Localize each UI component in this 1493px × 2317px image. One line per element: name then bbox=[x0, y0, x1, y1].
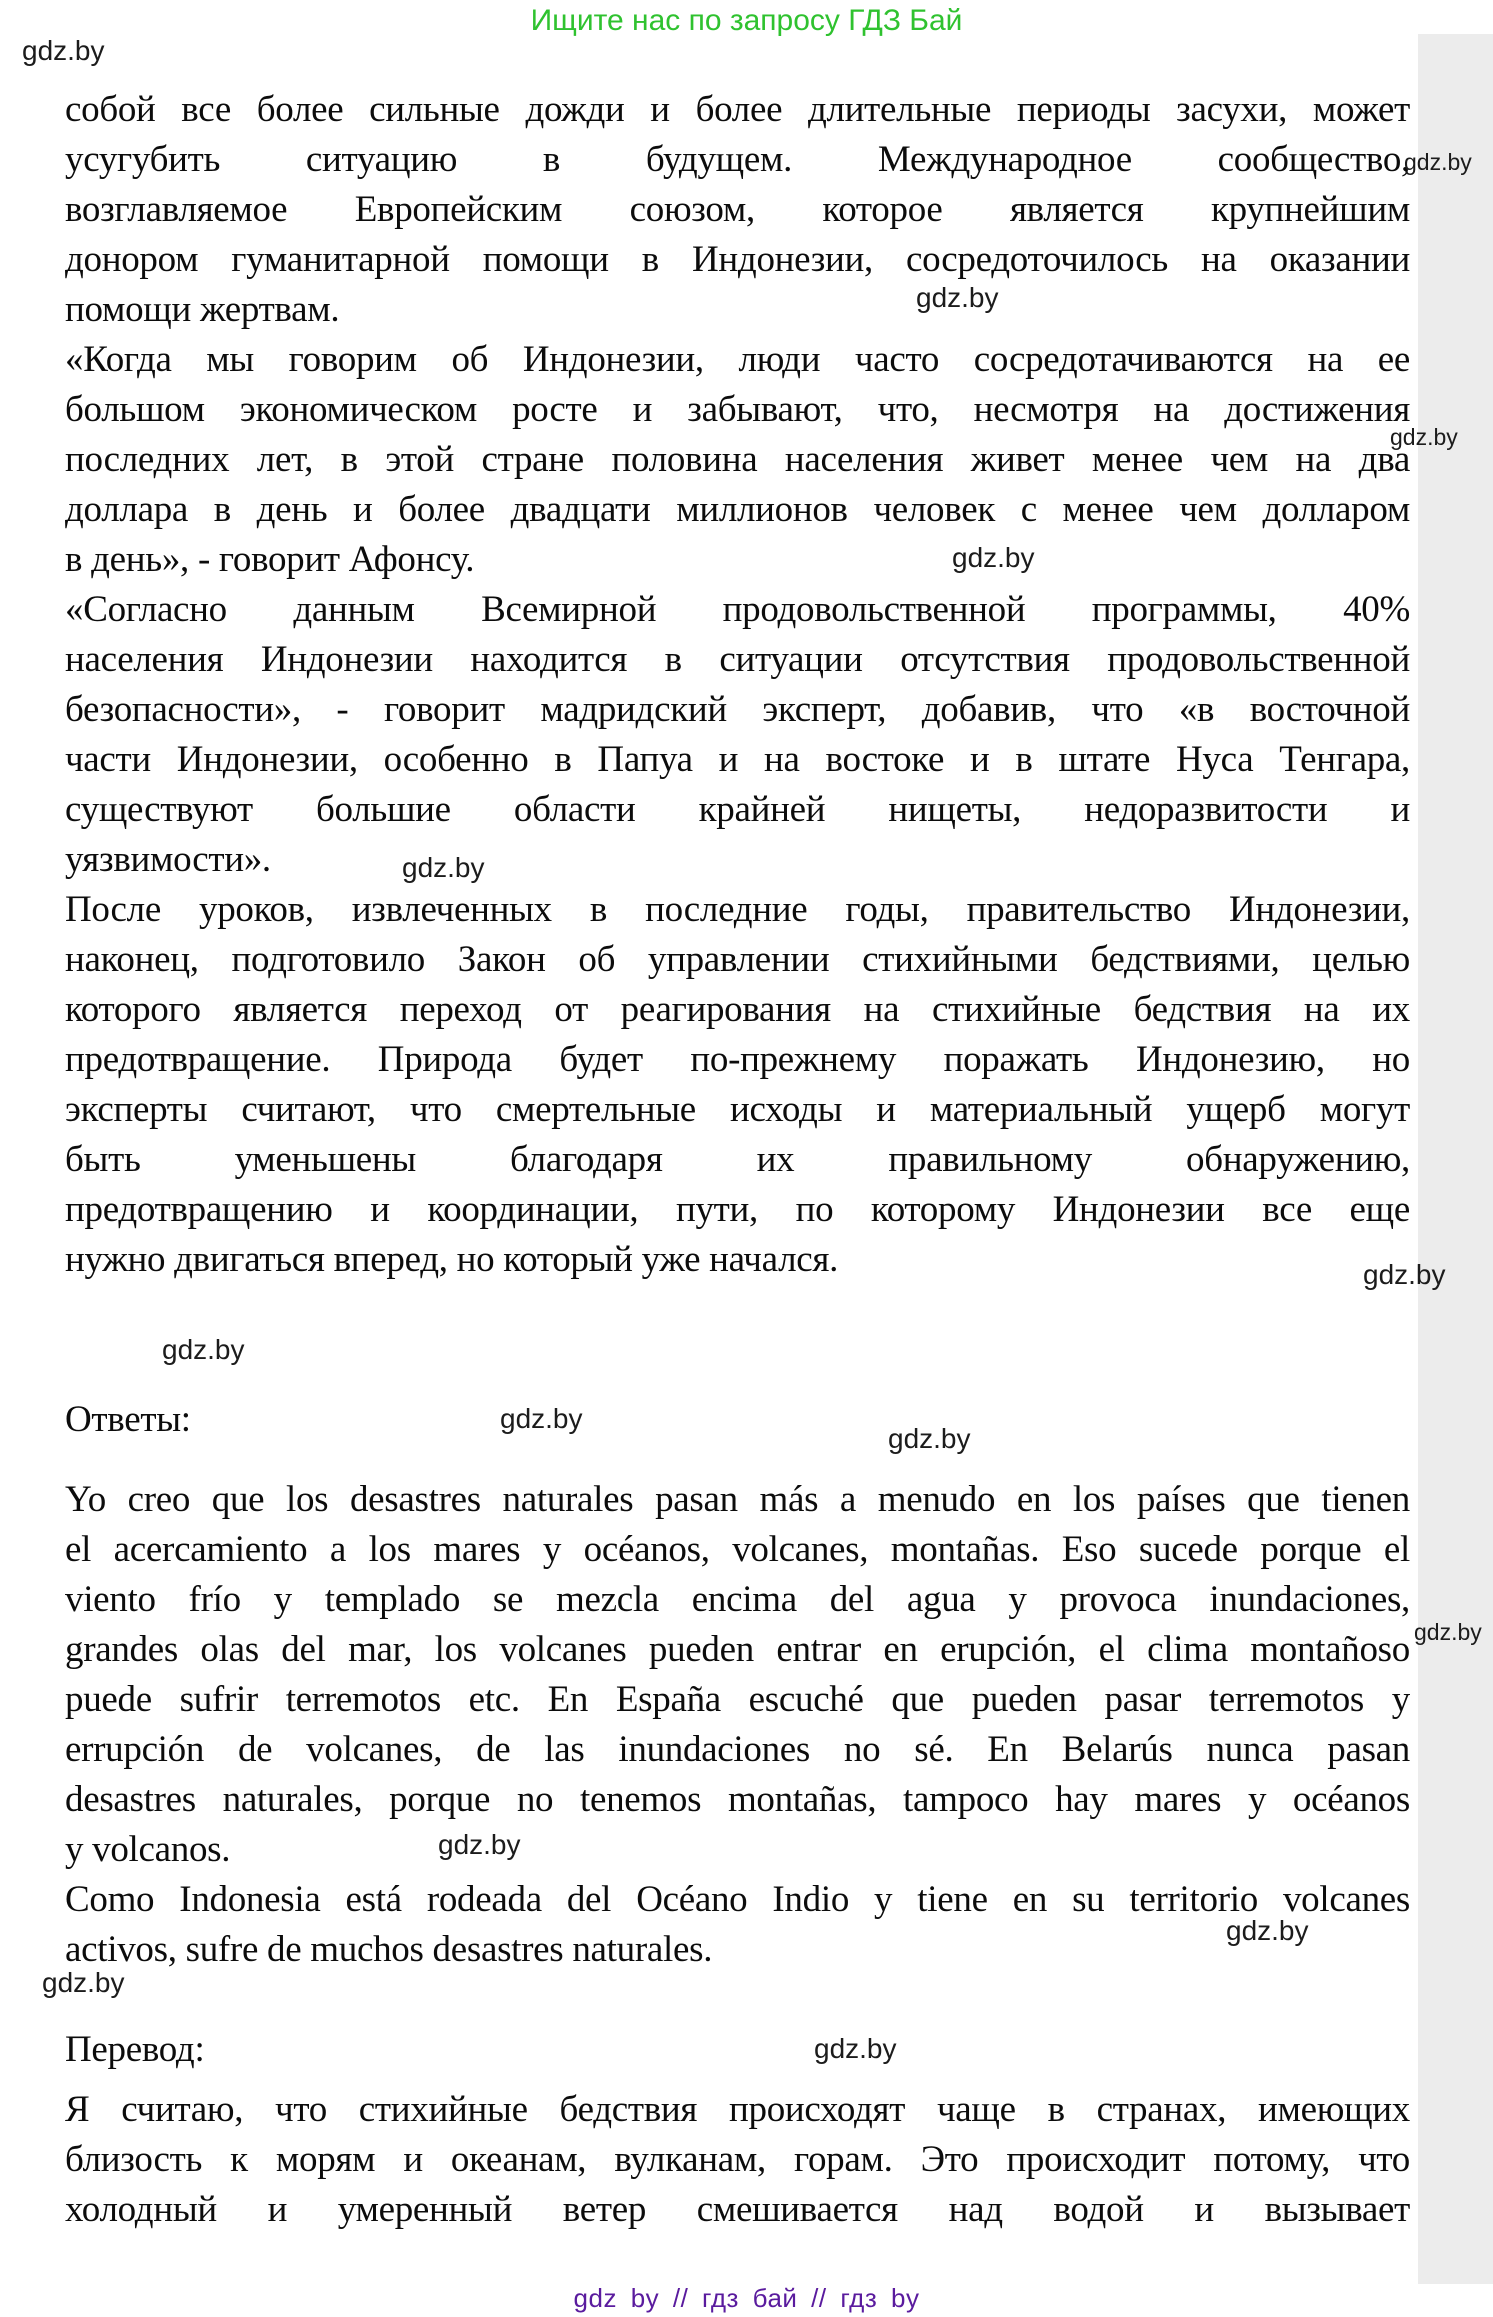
text-line: большом экономическом росте и забывают, что, несмотря на достижения bbox=[65, 389, 1410, 430]
text-line: предотвращению и координации, пути, по которому Индонезии все еще bbox=[65, 1189, 1410, 1230]
text-line: возглавляемое Европейским союзом, которое является крупнейшим bbox=[65, 189, 1410, 230]
gdz-watermark: gdz.by bbox=[402, 852, 485, 883]
gdz-watermark: gdz.by bbox=[888, 1423, 971, 1454]
text-line: наконец, подготовило Закон об управлении стихийными бедствиями, целью bbox=[65, 939, 1410, 980]
text-line: безопасности», - говорит мадридский эксперт, добавив, что «в восточной bbox=[65, 689, 1410, 730]
text-line: собой все более сильные дожди и более длительные периоды засухи, может bbox=[65, 89, 1410, 130]
text-line: Como Indonesia está rodeada del Océano Indio y tiene en su territorio volcanes bbox=[65, 1879, 1410, 1920]
spacer bbox=[65, 1285, 1410, 1335]
text-line: холодный и умеренный ветер смешивается над водой и вызывает bbox=[65, 2189, 1410, 2230]
text-line: последних лет, в этой стране половина населения живет менее чем на два bbox=[65, 439, 1410, 480]
text-line: Ответы: bbox=[65, 1399, 191, 1440]
text-line: el acercamiento a los mares y océanos, volcanes, montañas. Eso sucede porque el bbox=[65, 1529, 1410, 1570]
text-line: y volcanos. bbox=[65, 1829, 231, 1870]
text-line: быть уменьшены благодаря их правильному обнаружению, bbox=[65, 1139, 1410, 1180]
text-line: grandes olas del mar, los volcanes pueden entrar en erupción, el clima montañoso bbox=[65, 1629, 1410, 1670]
translation-paragraph bbox=[65, 2085, 1410, 2235]
promo-header-text: Ищите нас по запросу ГДЗ Бай bbox=[530, 4, 963, 37]
gdz-watermark: gdz.by bbox=[1226, 1915, 1309, 1946]
spanish-answer-1 bbox=[65, 1475, 1410, 1875]
text-line: уязвимости». bbox=[65, 839, 271, 880]
text-line: Я считаю, что стихийные бедствия происходят чаще в странах, имеющих bbox=[65, 2089, 1410, 2130]
text-line: После уроков, извлеченных в последние годы, правительство Индонезии, bbox=[65, 889, 1410, 930]
gdz-watermark: gdz.by bbox=[1363, 1259, 1446, 1290]
page-edge-strip bbox=[1418, 34, 1493, 2284]
text-line: донором гуманитарной помощи в Индонезии, сосредоточилось на оказании bbox=[65, 239, 1410, 280]
gdz-watermark: gdz.by bbox=[438, 1829, 521, 1860]
paragraph-disaster-law bbox=[65, 885, 1410, 1285]
gdz-watermark: gdz.by bbox=[22, 35, 105, 66]
gdz-watermark: gdz.by bbox=[916, 282, 999, 313]
text-line: близость к морям и океанам, вулканам, горам. Это происходит потому, что bbox=[65, 2139, 1410, 2180]
text-line: усугубить ситуацию в будущем. Международное сообщество, bbox=[65, 139, 1410, 180]
text-line: населения Индонезии находится в ситуации отсутствия продовольственной bbox=[65, 639, 1410, 680]
text-line: puede sufrir terremotos etc. En España escuché que pueden pasar terremotos y bbox=[65, 1679, 1410, 1720]
spacer bbox=[65, 1975, 1410, 2025]
text-line: viento frío y templado se mezcla encima del agua y provoca inundaciones, bbox=[65, 1579, 1410, 1620]
document-body bbox=[65, 85, 1410, 2235]
gdz-watermark: gdz.by bbox=[162, 1334, 245, 1365]
text-line: помощи жертвам. bbox=[65, 289, 340, 330]
paragraph-wfp-quote bbox=[65, 585, 1410, 885]
text-line: «Согласно данным Всемирной продовольственной программы, 40% bbox=[65, 589, 1410, 630]
text-line: «Когда мы говорим об Индонезии, люди часто сосредотачиваются на ее bbox=[65, 339, 1410, 380]
text-line: части Индонезии, особенно в Папуа и на востоке и в штате Нуса Тенгара, bbox=[65, 739, 1410, 780]
translation-label bbox=[65, 2025, 1410, 2075]
footer-links: gdz by // гдз бай // гдз by bbox=[573, 2283, 920, 2313]
text-line: предотвращение. Природа будет по-прежнему поражать Индонезию, но bbox=[65, 1039, 1410, 1080]
answers-label bbox=[65, 1395, 1410, 1445]
gdz-watermark: gdz.by bbox=[500, 1403, 583, 1434]
text-line: errupción de volcanes, de las inundaciones no sé. En Belarús nunca pasan bbox=[65, 1729, 1410, 1770]
paragraph-intl-community bbox=[65, 85, 1410, 335]
text-line: которого является переход от реагирования на стихийные бедствия на их bbox=[65, 989, 1410, 1030]
gdz-watermark: gdz.by bbox=[42, 1967, 125, 1998]
text-line: в день», - говорит Афонсу. bbox=[65, 539, 475, 580]
text-line: эксперты считают, что смертельные исходы и материальный ущерб могут bbox=[65, 1089, 1410, 1130]
gdz-watermark: gdz.by bbox=[1404, 149, 1472, 175]
gdz-watermark: gdz.by bbox=[814, 2033, 897, 2064]
text-line: activos, sufre de muchos desastres naturales. bbox=[65, 1929, 713, 1970]
text-line: доллара в день и более двадцати миллионов человек с менее чем долларом bbox=[65, 489, 1410, 530]
text-line: Yo creo que los desastres naturales pasan más a menudo en los países que tienen bbox=[65, 1479, 1410, 1520]
spanish-answer-2 bbox=[65, 1875, 1410, 1975]
gdz-watermark: gdz.by bbox=[1414, 1619, 1482, 1645]
text-line: Перевод: bbox=[65, 2029, 205, 2070]
gdz-watermark: gdz.by bbox=[952, 542, 1035, 573]
gdz-watermark: gdz.by bbox=[1390, 424, 1458, 450]
paragraph-quote-afonsu bbox=[65, 335, 1410, 585]
text-line: существуют большие области крайней нищеты, недоразвитости и bbox=[65, 789, 1410, 830]
text-line: desastres naturales, porque no tenemos montañas, tampoco hay mares y océanos bbox=[65, 1779, 1410, 1820]
text-line: нужно двигаться вперед, но который уже начался. bbox=[65, 1239, 839, 1280]
